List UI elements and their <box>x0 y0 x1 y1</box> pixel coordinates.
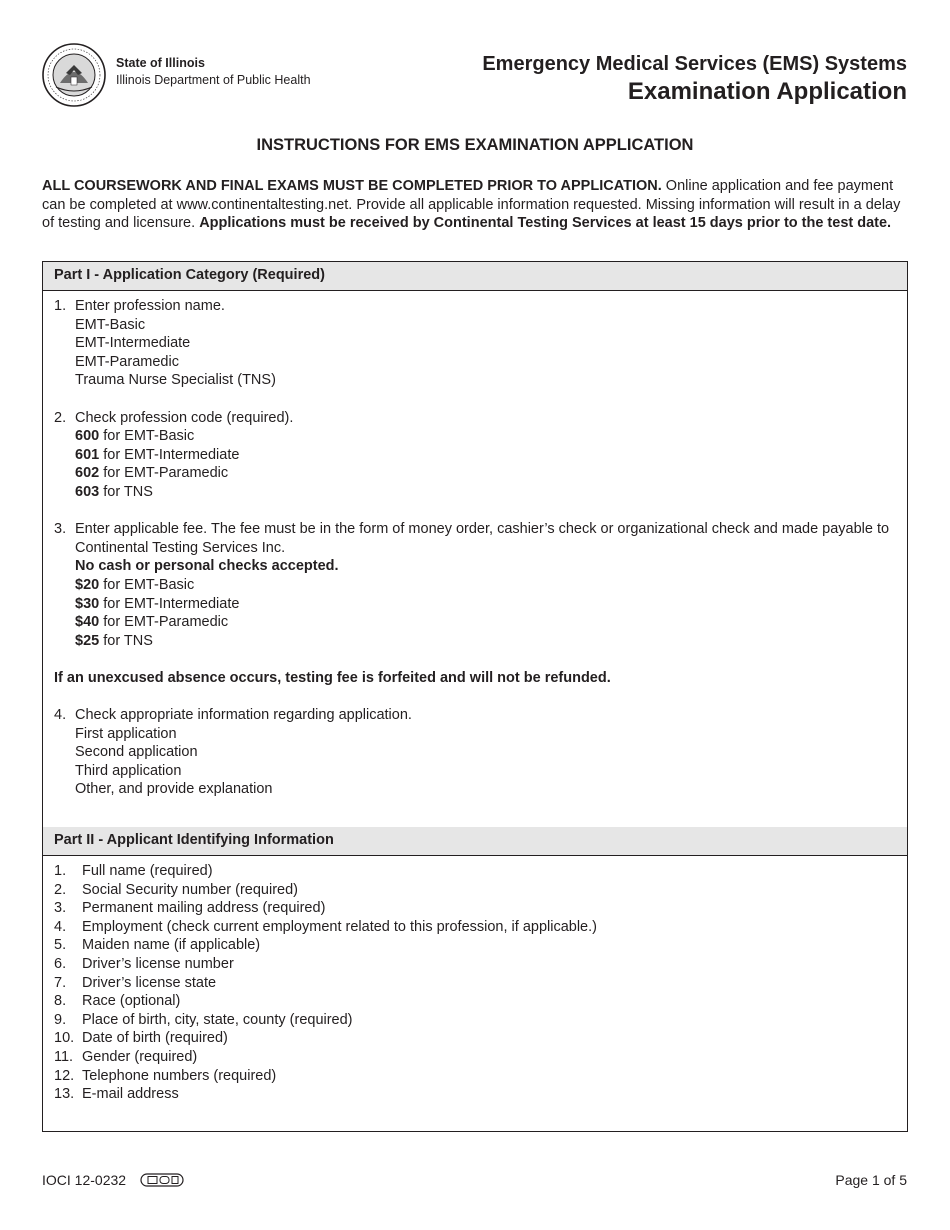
footer-form-number <box>42 1172 184 1188</box>
intro-paragraph <box>42 177 908 233</box>
item-text: Telephone numbers (required) <box>82 1067 277 1084</box>
option: Trauma Nurse Specialist (TNS) <box>75 372 276 389</box>
option: First application <box>75 725 177 742</box>
fee: $25 for TNS <box>75 632 153 649</box>
part1-item-2 <box>54 409 897 502</box>
option: Second application <box>75 744 198 761</box>
part1-section <box>42 261 908 829</box>
title-line-1: Emergency Medical Services (EMS) Systems <box>482 53 907 75</box>
intro-bold-lead: ALL COURSEWORK AND FINAL EXAMS MUST BE COMPLETED PRIOR TO APPLICATION. <box>42 178 662 194</box>
item-text: Employment (check current employment related to this profession, if applicable.) <box>82 918 597 935</box>
state-seal-logo <box>42 43 106 107</box>
item-text: Race (optional) <box>82 993 181 1010</box>
item-number: 1. <box>54 298 67 314</box>
item-text: Full name (required) <box>82 863 213 879</box>
item-number: 11. <box>54 1048 74 1065</box>
item-text: Maiden name (if applicable) <box>82 937 261 954</box>
profession-code: 603 for TNS <box>75 483 153 500</box>
item-number: 12. <box>54 1067 75 1084</box>
part2-title: Part II - Applicant Identifying Information <box>43 827 907 856</box>
agency-state: State of Illinois <box>116 56 205 70</box>
item-text: Driver’s license state <box>82 974 217 991</box>
item-text: Enter applicable fee. The fee must be in the form of money order, cashier’s check or organizational check and made payable to Continental Testing Services Inc. <box>75 521 890 556</box>
part1-title: Part I - Application Category (Required) <box>43 262 907 291</box>
item-text: Social Security number (required) <box>82 881 298 898</box>
title-line-2: Examination Application <box>627 78 907 105</box>
agency-department: Illinois Department of Public Health <box>116 73 311 87</box>
absence-note: If an unexcused absence occurs, testing fee is forfeited and will not be refunded. <box>54 669 611 686</box>
item-number: 7. <box>54 974 67 991</box>
instructions-heading: INSTRUCTIONS FOR EMS EXAMINATION APPLICATION <box>256 136 694 154</box>
item-number: 8. <box>54 993 67 1010</box>
item-text: Gender (required) <box>82 1048 198 1065</box>
item-number: 2. <box>54 881 67 898</box>
item-number: 2. <box>54 409 67 426</box>
profession-code: 602 for EMT-Paramedic <box>75 465 229 482</box>
payment-note: No cash or personal checks accepted. <box>75 558 339 575</box>
item-text: E-mail address <box>82 1086 179 1103</box>
intro-text: Online application and fee payment can be completed at www.continentaltesting.net. Provide all applicable information requested. Missing information will result in a delay of testing and licensure. <box>42 178 901 232</box>
option: EMT-Paramedic <box>75 353 179 370</box>
item-number: 5. <box>54 937 67 954</box>
item-text: Check appropriate information regarding application. <box>75 707 412 724</box>
part2-item <box>54 1067 897 1086</box>
part2-item <box>54 899 897 918</box>
item-number: 4. <box>54 918 67 935</box>
profession-code: 600 for EMT-Basic <box>75 428 195 445</box>
page-number: Page 1 of 5 <box>835 1172 907 1188</box>
item-number: 13. <box>54 1086 75 1103</box>
agency-block <box>116 55 311 89</box>
part2-item <box>54 992 897 1011</box>
option: Other, and provide explanation <box>75 781 273 798</box>
fee: $40 for EMT-Paramedic <box>75 614 229 631</box>
item-text: Driver’s license number <box>82 955 234 972</box>
item-text: Place of birth, city, state, county (required) <box>82 1011 353 1028</box>
part2-item <box>54 881 897 900</box>
part2-item <box>54 1011 897 1030</box>
part1-item-1 <box>54 297 897 390</box>
fee: $20 for EMT-Basic <box>75 576 195 593</box>
fee: $30 for EMT-Intermediate <box>75 595 240 612</box>
document-title <box>482 51 907 107</box>
item-number: 1. <box>54 863 67 879</box>
item-text: Enter profession name. <box>75 298 225 314</box>
part2-item <box>54 1029 897 1048</box>
part2-item <box>54 974 897 993</box>
item-number: 9. <box>54 1011 67 1028</box>
printed-on-recycled-icon <box>140 1172 184 1188</box>
item-number: 10. <box>54 1030 75 1047</box>
item-number: 6. <box>54 955 67 972</box>
part2-item <box>54 1085 897 1104</box>
intro-bold-tail: Applications must be received by Continental Testing Services at least 15 days prior to the test date. <box>199 215 892 232</box>
part2-item <box>54 955 897 974</box>
form-number: IOCI 12-0232 <box>42 1172 127 1188</box>
part1-item-4 <box>54 706 897 799</box>
item-number: 3. <box>54 900 67 917</box>
part1-item-3 <box>54 520 897 650</box>
part2-item <box>54 862 897 881</box>
item-number: 4. <box>54 707 67 724</box>
item-number: 3. <box>54 521 67 538</box>
option: Third application <box>75 762 182 779</box>
part2-item <box>54 918 897 937</box>
item-text: Date of birth (required) <box>82 1030 228 1047</box>
profession-code: 601 for EMT-Intermediate <box>75 446 240 463</box>
option: EMT-Basic <box>75 316 146 333</box>
option: EMT-Intermediate <box>75 335 191 352</box>
item-text: Check profession code (required). <box>75 409 294 426</box>
part2-item <box>54 1048 897 1067</box>
part2-section <box>42 827 908 1132</box>
item-text: Permanent mailing address (required) <box>82 900 326 917</box>
part2-item <box>54 936 897 955</box>
